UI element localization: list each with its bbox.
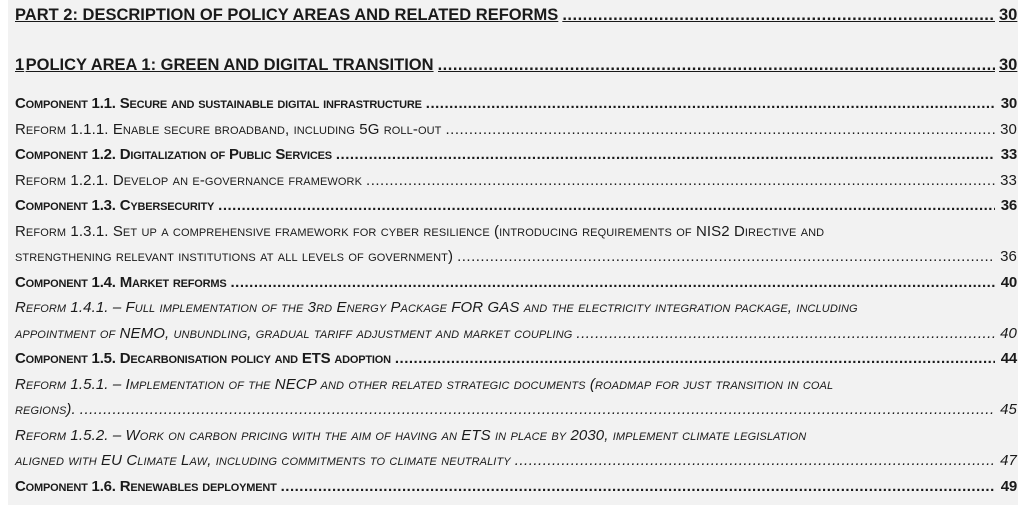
- toc-title-line: strengthening relevant institutions at all levels of government): [15, 248, 454, 265]
- toc-page-number: 49: [1000, 477, 1017, 495]
- toc-policy-area-heading[interactable]: [15, 53, 1017, 79]
- toc-component[interactable]: [15, 193, 1017, 219]
- toc-title-line: Reform 1.5.1. – Implementation of the NECP and other related strategic documents (roadmap for just transition in coal: [15, 375, 834, 393]
- dot-leader: [281, 474, 995, 500]
- toc-reform[interactable]: [15, 423, 1017, 474]
- toc-title: Component 1.6. Renewables deployment: [15, 477, 277, 495]
- toc-component[interactable]: [15, 91, 1017, 117]
- toc-section-number: 1: [15, 56, 25, 74]
- toc-page-number: 30: [999, 6, 1018, 24]
- toc-page-number: 47: [1000, 452, 1017, 469]
- toc-page-number: 30: [1000, 120, 1017, 138]
- dot-leader: [218, 193, 995, 219]
- toc-reform[interactable]: [15, 372, 1017, 423]
- toc-title: Component 1.3. Cybersecurity: [15, 197, 215, 214]
- dot-leader: [366, 168, 995, 194]
- toc-reform[interactable]: [15, 168, 1017, 194]
- toc-title: POLICY AREA 1: GREEN AND DIGITAL TRANSITION: [25, 56, 434, 74]
- toc-page-number: 45: [1000, 401, 1017, 418]
- toc-reform[interactable]: [15, 219, 1017, 270]
- dot-leader: [80, 397, 995, 423]
- toc-reform[interactable]: [15, 295, 1017, 346]
- toc-title-line: Reform 1.3.1. Set up a comprehensive framework for cyber resilience (introducing requirements of NIS2 Directive and: [15, 222, 825, 240]
- toc-page-number: 40: [1000, 273, 1017, 291]
- dot-leader: [562, 3, 995, 29]
- toc-page-number: 36: [1000, 248, 1017, 265]
- toc-title-line: regions).: [15, 401, 76, 418]
- toc-page-number: 44: [1000, 350, 1017, 367]
- toc-reform[interactable]: [15, 117, 1017, 143]
- toc-component[interactable]: [15, 346, 1017, 372]
- dot-leader: [395, 346, 995, 372]
- toc-title: Component 1.2. Digitalization of Public Services: [15, 146, 332, 163]
- toc-title: PART 2: DESCRIPTION OF POLICY AREAS AND RELATED REFORMS: [15, 6, 559, 24]
- toc-title: Reform 1.2.1. Develop an e-governance framework: [15, 171, 363, 189]
- toc-component[interactable]: [15, 474, 1017, 500]
- dot-leader: [457, 244, 995, 270]
- toc-title: Component 1.4. Market reforms: [15, 273, 227, 291]
- toc-title-line: Reform 1.5.2. – Work on carbon pricing with the aim of having an ETS in place by 2030, implement climate legislation: [15, 426, 807, 444]
- toc-component[interactable]: [15, 142, 1017, 168]
- dot-leader: [515, 448, 995, 474]
- toc-part-heading[interactable]: [15, 3, 1017, 29]
- toc-title-line: Reform 1.4.1. – Full implementation of the 3rd Energy Package FOR GAS and the electricity integration package, including: [15, 299, 858, 316]
- toc-page-number: 30: [999, 56, 1018, 74]
- dot-leader: [426, 91, 995, 117]
- table-of-contents: [8, 0, 1018, 505]
- toc-page-number: 40: [1000, 324, 1017, 342]
- dot-leader: [438, 53, 995, 79]
- toc-page-number: 33: [1000, 171, 1017, 189]
- dot-leader: [231, 270, 996, 296]
- toc-title-line: aligned with EU Climate Law, including commitments to climate neutrality: [15, 452, 511, 469]
- toc-page-number: 30: [1000, 95, 1017, 112]
- toc-page-number: 36: [1000, 197, 1017, 214]
- toc-title-line: appointment of NEMO, unbundling, gradual tariff adjustment and market coupling: [15, 324, 573, 342]
- toc-title: Component 1.5. Decarbonisation policy and ETS adoption: [15, 350, 391, 367]
- toc-title: Reform 1.1.1. Enable secure broadband, including 5G roll-out: [15, 120, 442, 138]
- dot-leader: [576, 321, 995, 347]
- toc-title: Component 1.1. Secure and sustainable digital infrastructure: [15, 95, 422, 112]
- toc-component[interactable]: [15, 270, 1017, 296]
- dot-leader: [336, 142, 995, 168]
- toc-page-number: 33: [1000, 146, 1017, 163]
- dot-leader: [445, 117, 995, 143]
